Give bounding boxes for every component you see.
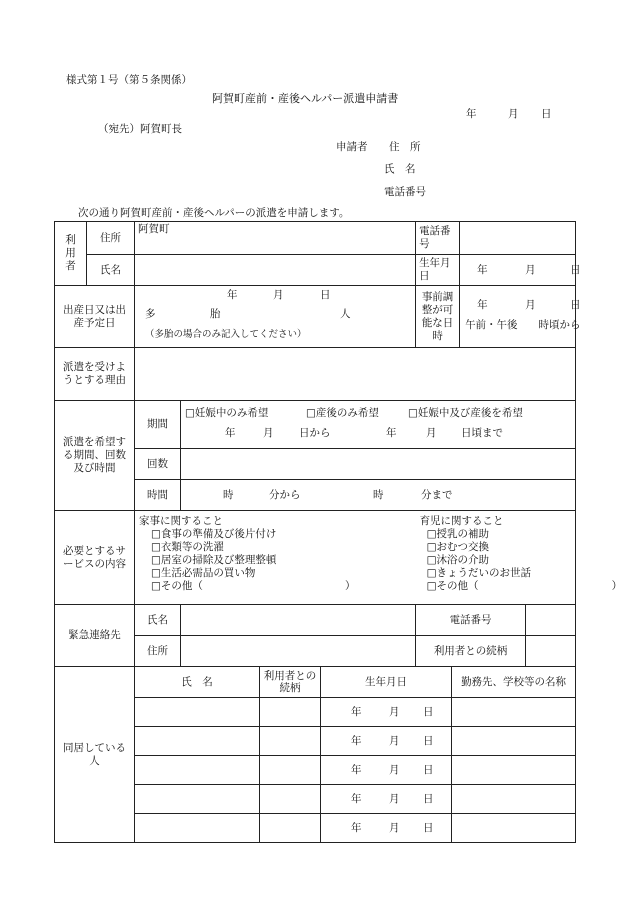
emergency-relation-label: 利用者との続柄 (416, 636, 526, 667)
time-from-hour: 時 (223, 489, 234, 501)
childcare-item-other[interactable]: □その他（ (426, 580, 479, 592)
household-birth-year: 年 (351, 706, 362, 718)
household-work-field[interactable] (452, 785, 576, 814)
housework-item[interactable]: □生活必需品の買い物 (151, 567, 256, 579)
emergency-label: 緊急連絡先 (55, 605, 135, 667)
childcare-item[interactable]: □きょうだいのお世話 (426, 567, 531, 579)
date-day-label: 日 (541, 108, 552, 120)
household-work-field[interactable] (452, 698, 576, 727)
time-to-hour: 時 (373, 489, 384, 501)
adjust-month: 月 (525, 299, 536, 311)
household-birth-month: 月 (389, 735, 400, 747)
schedule-label: 派遣を希望する期間、回数及び時間 (55, 401, 135, 511)
household-birth-day: 日 (423, 822, 434, 834)
childcare-cell (416, 511, 623, 605)
household-relation-field[interactable] (260, 756, 321, 785)
household-birth-year: 年 (351, 735, 362, 747)
multi-birth-unit: 人 (340, 308, 351, 320)
household-col-relation: 利用者との続柄 (260, 667, 321, 698)
household-work-field[interactable] (452, 727, 576, 756)
from-suffix: 日から (299, 427, 331, 439)
household-work-field[interactable] (452, 814, 576, 843)
household-relation-field[interactable] (260, 785, 321, 814)
from-year: 年 (225, 427, 236, 439)
user-name-field[interactable] (135, 255, 416, 286)
household-relation-field[interactable] (260, 698, 321, 727)
option-pregnancy-only[interactable]: □妊娠中のみ希望 (185, 407, 269, 419)
user-section-label: 利用者 (55, 222, 87, 286)
housework-title: 家事に関すること (139, 515, 223, 527)
emergency-name-label: 氏名 (135, 605, 181, 636)
household-name-field[interactable] (135, 814, 260, 843)
applicant-phone-label: 電話番号 (384, 186, 426, 198)
household-birth-day: 日 (423, 764, 434, 776)
period-field[interactable] (181, 401, 576, 449)
to-suffix: 日頃まで (461, 427, 503, 439)
pre-adjust-field[interactable] (460, 286, 581, 348)
emergency-name-field[interactable] (181, 605, 416, 636)
household-relation-field[interactable] (260, 727, 321, 756)
household-birth-month: 月 (389, 764, 400, 776)
pre-adjust-label: 事前調整が可能な日時 (416, 286, 460, 348)
household-birth-month: 月 (389, 706, 400, 718)
reason-field[interactable] (135, 348, 576, 401)
household-col-name: 氏 名 (135, 667, 260, 698)
emergency-phone-field[interactable] (526, 605, 576, 636)
user-phone-field[interactable] (460, 222, 576, 255)
childcare-item[interactable]: □授乳の補助 (426, 528, 489, 540)
intro-text: 次の通り阿賀町産前・産後ヘルパーの派遣を申請します。 (78, 207, 350, 219)
housework-item[interactable]: □食事の準備及び後片付け (151, 528, 277, 540)
to-month: 月 (426, 427, 437, 439)
user-address-field[interactable]: 阿賀町 (135, 222, 416, 255)
household-birth-field[interactable] (321, 727, 452, 756)
household-birth-day: 日 (423, 735, 434, 747)
household-label: 同居している人 (55, 667, 135, 843)
household-work-field[interactable] (452, 756, 576, 785)
household-birth-day: 日 (423, 706, 434, 718)
user-name-label: 氏名 (87, 255, 135, 286)
user-birth-label: 生年月日 (416, 255, 460, 286)
household-birth-year: 年 (351, 793, 362, 805)
household-birth-field[interactable] (321, 756, 452, 785)
childcare-item[interactable]: □沐浴の介助 (426, 554, 489, 566)
date-year-label: 年 (466, 108, 477, 120)
emergency-address-label: 住所 (135, 636, 181, 667)
multi-birth-note: （多胎の場合のみ記入してください） (145, 329, 307, 340)
user-birth-field[interactable] (460, 255, 581, 286)
household-name-field[interactable] (135, 785, 260, 814)
household-birth-field[interactable] (321, 698, 452, 727)
applicant-address-label: 住 所 (389, 141, 421, 153)
birth-month: 月 (273, 289, 284, 301)
emergency-relation-field[interactable] (526, 636, 576, 667)
household-birth-month: 月 (389, 793, 400, 805)
household-name-field[interactable] (135, 727, 260, 756)
emergency-phone-label: 電話番号 (416, 605, 526, 636)
household-birth-field[interactable] (321, 785, 452, 814)
date-month-label: 月 (508, 108, 519, 120)
household-birth-month: 月 (389, 822, 400, 834)
adjust-day: 日 (570, 299, 581, 311)
to-year: 年 (386, 427, 397, 439)
childcare-item[interactable]: □おむつ交換 (426, 541, 489, 553)
multi-birth-a: 多 (145, 308, 156, 320)
household-col-birth: 生年月日 (321, 667, 452, 698)
housework-item-other[interactable]: □その他（ (151, 580, 203, 592)
housework-item[interactable]: □居室の掃除及び整理整頓 (151, 554, 277, 566)
household-birth-year: 年 (351, 764, 362, 776)
time-to-minute: 分まで (421, 489, 453, 501)
from-month: 月 (263, 427, 274, 439)
form-number: 様式第１号（第５条関係） (66, 74, 192, 86)
time-field[interactable] (181, 480, 576, 511)
addressee: （宛先）阿賀町長 (98, 123, 182, 135)
household-name-field[interactable] (135, 698, 260, 727)
time-from-minute: 分から (269, 489, 301, 501)
adjust-time: 午前・午後 時頃から (465, 319, 581, 331)
household-name-field[interactable] (135, 756, 260, 785)
user-birth-day: 日 (570, 264, 581, 276)
count-field[interactable] (181, 449, 576, 480)
birth-date-field[interactable] (135, 286, 416, 348)
household-col-work: 勤務先、学校等の名称 (452, 667, 576, 698)
count-label: 回数 (135, 449, 181, 480)
option-postpartum-only[interactable]: □産後のみ希望 (306, 407, 379, 419)
page-title: 阿賀町産前・産後ヘルパー派遣申請書 (212, 92, 399, 105)
user-address-label: 住所 (87, 222, 135, 255)
birth-date-label: 出産日又は出産予定日 (55, 286, 135, 348)
housework-close-paren: ） (345, 580, 356, 592)
period-label: 期間 (135, 401, 181, 449)
household-birth-year: 年 (351, 822, 362, 834)
multi-birth-b: 胎 (210, 308, 221, 320)
reason-label: 派遣を受けようとする理由 (55, 348, 135, 401)
emergency-address-field[interactable] (181, 636, 416, 667)
household-birth-field[interactable] (321, 814, 452, 843)
user-birth-month: 月 (525, 264, 536, 276)
time-label: 時間 (135, 480, 181, 511)
user-phone-label: 電話番号 (416, 222, 460, 255)
application-form-table (54, 221, 623, 843)
applicant-label: 申請者 (336, 141, 368, 153)
household-relation-field[interactable] (260, 814, 321, 843)
applicant-name-label: 氏 名 (384, 163, 416, 175)
birth-year: 年 (227, 289, 238, 301)
user-birth-year: 年 (477, 264, 488, 276)
housework-cell (135, 511, 416, 605)
childcare-close-paren: ） (611, 580, 623, 592)
adjust-year: 年 (477, 299, 488, 311)
household-birth-day: 日 (423, 793, 434, 805)
childcare-title: 育児に関すること (419, 515, 504, 527)
birth-day: 日 (320, 289, 331, 301)
housework-item[interactable]: □衣類等の洗濯 (151, 541, 224, 553)
option-both[interactable]: □妊娠中及び産後を希望 (408, 407, 523, 419)
services-label: 必要とするサービスの内容 (55, 511, 135, 605)
